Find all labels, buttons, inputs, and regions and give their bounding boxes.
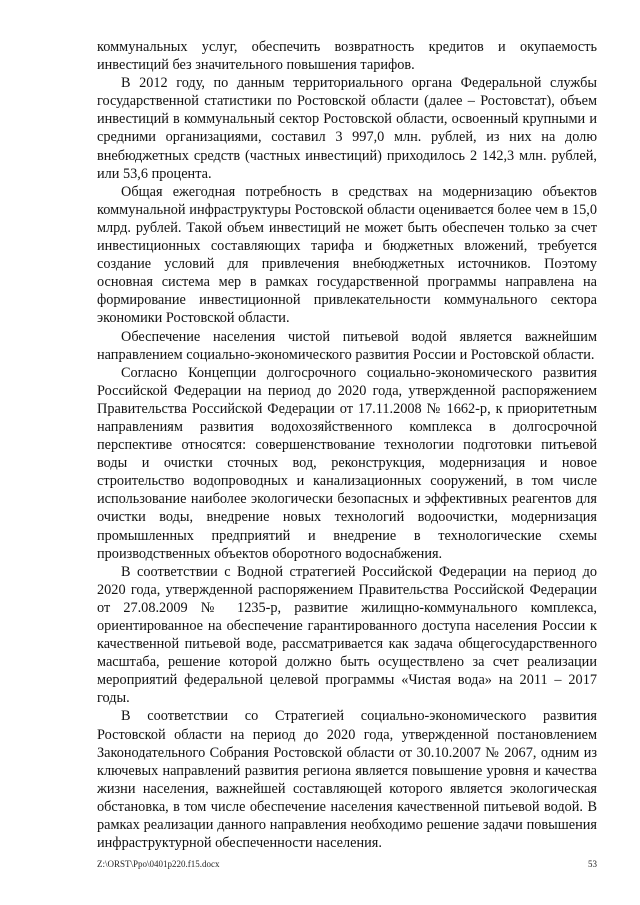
paragraph-regional-strategy: В соответствии со Стратегией социально-экономического развития Ростовской области на период до 2020 года, утвержденной постановлением Законодательного Собрания Ростовской области от 30.10.2007 № 2067, одним из ключевых направлений развития региона является повышение уровня и качества жизни населения, важнейшей составляющей которого является экологическая обстановка, в том числе обеспечение населения качественной питьевой водой. В рамках реализации данного направления необходимо решение задачи повышения инфраструктурной обеспеченности населения. — [97, 708, 597, 852]
paragraph-modernization-need: Общая ежегодная потребность в средствах на модернизацию объектов коммунальной инфраструктуры Ростовской области оценивается более чем в 15,0 млрд. рублей. Такой объем инвестиций не может быть обеспечен только за счет инвестиционных составляющих тарифа и бюджетных вложений, требуется создание условий для привлечения внебюджетных источников. Поэтому основная система мер в рамках государственной программы направлена на формирование инвестиционной привлекательности коммунального сектора экономики Ростовской области. — [97, 183, 597, 327]
paragraph-development-concept: Согласно Концепции долгосрочного социально-экономического развития Российской Федерации на период до 2020 года, утвержденной распоряжением Правительства Российской Федерации от 17.11.2008 № 1662-р, к приоритетным направлениям развития водохозяйственного комплекса в долгосрочной перспективе относятся: совершенствование технологии подготовки питьевой воды и очистки сточных вод, реконструкция, модернизация и новое строительство водопроводных и канализационных сооружений, в том числе использование наиболее экологически безопасных и эффективных реагентов для очистки воды, внедрение новых технологий водоочистки, модернизация промышленных предприятий и внедрение в технологические схемы производственных объектов оборотного водоснабжения. — [97, 364, 597, 562]
footer-file-path: Z:\ORST\Ppo\0401p220.f15.docx — [97, 859, 220, 869]
paragraph-drinking-water-priority: Обеспечение населения чистой питьевой водой является важнейшим направлением социально-экономического развития России и Ростовской области. — [97, 328, 597, 363]
document-body — [97, 38, 597, 852]
footer-page-number: 53 — [588, 859, 597, 869]
paragraph-investments-2012: В 2012 году, по данным территориального органа Федеральной службы государственной статистики по Ростовской области (далее – Ростовстат), объем инвестиций в коммунальный сектор Ростовской области, освоенный крупными и средними организациями, составил 3 997,0 млн. рублей, из них на долю внебюджетных средств (частных инвестиций) приходилось 2 142,3 млн. рублей, или 53,6 процента. — [97, 75, 597, 182]
paragraph-water-strategy: В соответствии с Водной стратегией Российской Федерации на период до 2020 года, утвержденной распоряжением Правительства Российской Федерации от 27.08.2009 № 1235-р, развитие жилищно-коммунального комплекса, ориентированное на обеспечение гарантированного доступа населения России к качественной питьевой воде, рассматривается как задача общегосударственного масштаба, решение которой должно быть осуществлено за счет реализации мероприятий федеральной целевой программы «Чистая вода» на 2011 – 2017 годы. — [97, 563, 597, 707]
paragraph-tariffs-continuation: коммунальных услуг, обеспечить возвратность кредитов и окупаемость инвестиций без значительного повышения тарифов. — [97, 39, 597, 74]
